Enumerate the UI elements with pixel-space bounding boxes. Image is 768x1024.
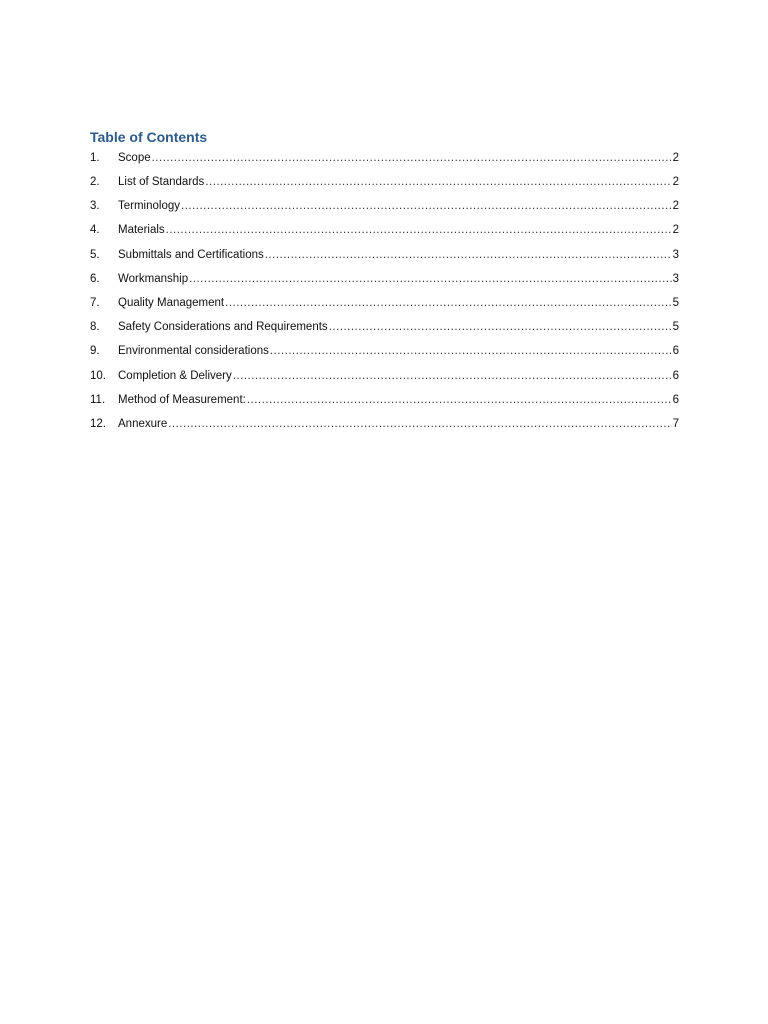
toc-entry-title: Materials [118,224,165,237]
toc-entry-page: 3 [672,272,679,285]
toc-entry-title: Quality Management [118,296,225,309]
toc-entry-list-of-standards[interactable] [90,175,679,199]
dot-leader [247,393,672,407]
toc-entry-number: 10. [90,369,106,382]
toc-entry-page: 2 [672,200,679,213]
toc-entry-number: 3. [90,200,100,213]
dot-leader [233,369,672,383]
toc-entry-completion[interactable] [90,369,679,393]
toc-entry-number: 12. [90,417,106,430]
toc-entry-terminology[interactable] [90,199,679,223]
dot-leader [329,320,672,334]
toc-entry-number: 2. [90,176,100,188]
dot-leader [265,248,672,262]
toc-list [90,151,679,441]
toc-title: Table of Contents [90,129,208,145]
toc-entry-workmanship[interactable] [90,272,679,296]
toc-entry-scope[interactable] [90,151,679,175]
toc-entry-page: 2 [672,176,679,188]
toc-entry-page: 7 [672,417,679,430]
toc-entry-number: 6. [90,272,100,285]
table-of-contents [90,127,679,441]
dot-leader [166,223,672,237]
toc-entry-number: 7. [90,296,100,309]
toc-entry-quality-management[interactable] [90,296,679,320]
toc-entry-title: Submittals and Certifications [118,248,264,261]
toc-entry-page: 3 [672,248,679,261]
dot-leader [168,417,671,431]
toc-entry-page: 5 [672,296,679,309]
dot-leader [270,344,672,358]
toc-entry-safety[interactable] [90,320,679,344]
toc-entry-number: 11. [90,393,106,406]
toc-entry-page: 2 [672,224,679,237]
toc-entry-number: 9. [90,345,100,358]
toc-entry-page: 6 [672,393,679,406]
toc-entry-submittals[interactable] [90,248,679,272]
toc-entry-method-of-measurement[interactable] [90,393,679,417]
toc-entry-annexure[interactable] [90,417,679,441]
toc-entry-title: Safety Considerations and Requirements [118,321,328,334]
toc-entry-materials[interactable] [90,223,679,247]
toc-entry-number: 5. [90,248,100,261]
toc-entry-title: Method of Measurement: [118,393,246,406]
toc-entry-title: Workmanship [118,272,189,285]
toc-entry-page: 6 [672,369,679,382]
toc-entry-title: Annexure [118,417,168,430]
dot-leader [181,199,672,213]
toc-entry-title: Scope [118,152,151,164]
toc-entry-number: 1. [90,152,100,164]
toc-entry-page: 2 [672,152,679,164]
toc-entry-page: 5 [672,321,679,334]
toc-entry-environmental[interactable] [90,344,679,368]
toc-entry-number: 8. [90,321,100,334]
toc-entry-title: Terminology [118,200,180,213]
toc-entry-page: 6 [672,345,679,358]
toc-entry-number: 4. [90,224,100,237]
dot-leader [205,175,671,189]
toc-entry-title: Environmental considerations [118,345,269,358]
toc-entry-title: Completion & Delivery [118,369,232,382]
dot-leader [225,296,671,310]
dot-leader [189,272,672,286]
dot-leader [152,151,672,165]
toc-entry-title: List of Standards [118,176,205,188]
